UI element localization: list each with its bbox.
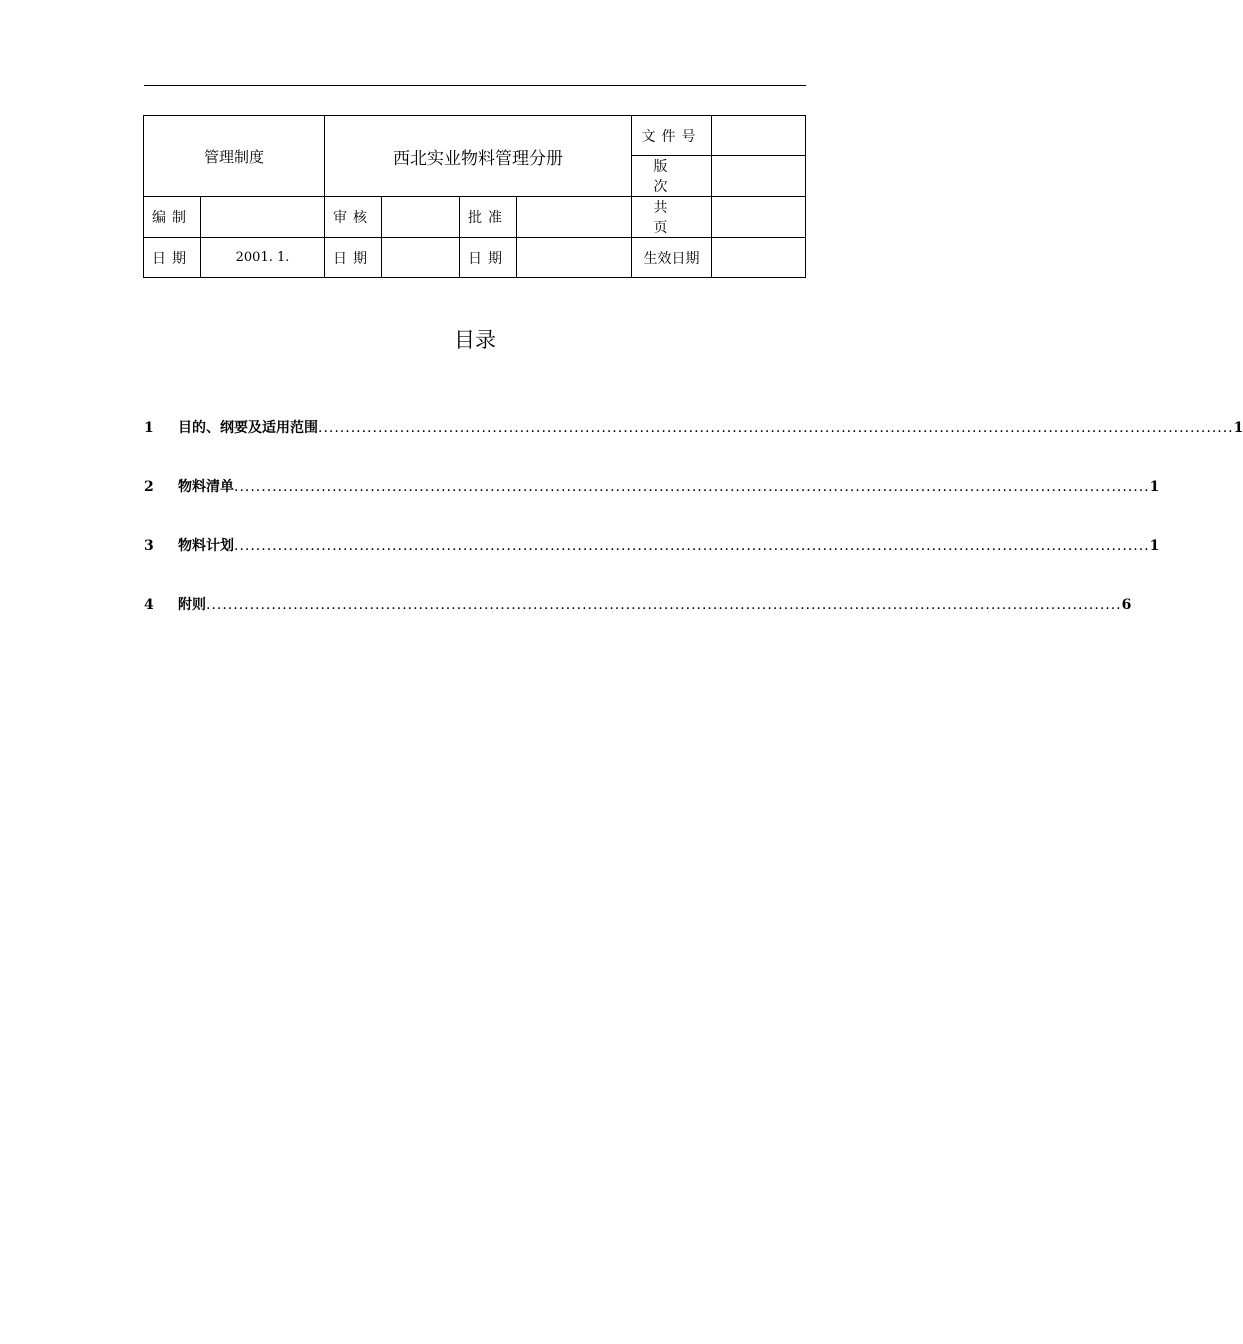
date-value-1: 2001. 1. [201,238,325,278]
category-cell: 管理制度 [144,116,325,197]
toc-entry[interactable] [144,535,1160,555]
doc-title-cell: 西北实业物料管理分册 [325,116,632,197]
effective-date-value [712,238,806,278]
toc-entry-text: 物料清单 [178,479,234,495]
toc-entry-number: 2 [144,479,154,495]
toc-entry-number: 3 [144,538,154,554]
toc-leader-dots: ........................................................................................................................................................................ [206,597,1122,613]
date-label-3: 日期 [460,238,517,278]
toc-entry-page: 1 [1233,420,1243,436]
header-rule [144,85,806,86]
review-value [382,197,460,238]
date-value-2 [382,238,460,278]
toc-entry[interactable] [144,417,1243,437]
toc-entry[interactable] [144,476,1160,496]
pages-label: 共 页 [632,197,712,238]
effective-date-label: 生效日期 [632,238,712,278]
date-value-3 [517,238,632,278]
toc-entry-number: 1 [144,420,154,436]
toc-entry[interactable] [144,594,1132,614]
toc-entry-number: 4 [144,597,154,613]
doc-no-label: 文件号 [632,116,712,156]
toc-entry-text: 目的、纲要及适用范围 [178,420,318,436]
toc-leader-dots: ........................................................................................................................................................................ [234,479,1150,495]
toc-entry-text: 物料计划 [178,538,234,554]
document-header-table [143,115,806,278]
toc-entry-page: 1 [1149,538,1160,554]
version-label: 版 次 [632,156,712,197]
compiled-value [201,197,325,238]
compiled-label: 编制 [144,197,201,238]
version-value [712,156,806,197]
date-label-1: 日期 [144,238,201,278]
date-label-2: 日期 [325,238,382,278]
approve-label: 批准 [460,197,517,238]
toc-title: 目录 [454,328,496,352]
toc-leader-dots: ........................................................................................................................................................................ [234,538,1150,554]
toc-entry-page: 1 [1149,479,1160,495]
doc-no-value [712,116,806,156]
review-label: 审核 [325,197,382,238]
pages-value [712,197,806,238]
approve-value [517,197,632,238]
toc-entry-page: 6 [1121,597,1132,613]
toc-leader-dots: ........................................................................................................................................................................ [318,420,1234,436]
toc-entry-text: 附则 [178,597,206,613]
